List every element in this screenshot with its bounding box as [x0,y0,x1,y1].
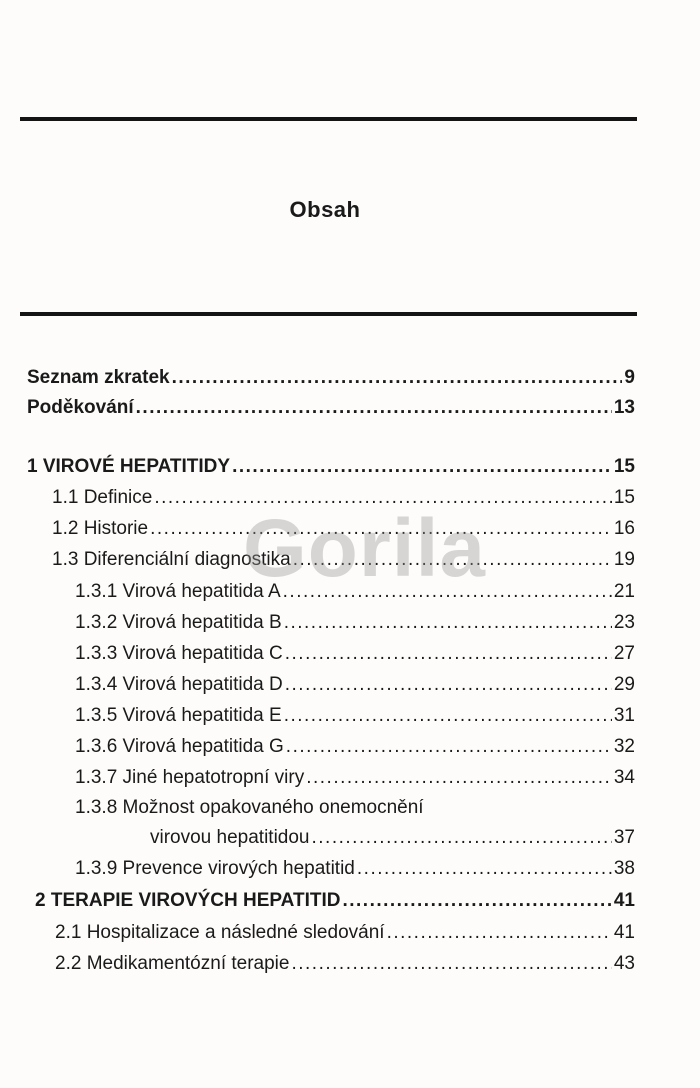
toc-page: 13 [613,397,635,418]
toc-page: 15 [613,487,635,508]
toc-page: 21 [613,581,635,602]
toc-label: 1.3.1 Virová hepatitida A [75,581,281,602]
toc-leader [172,366,623,390]
toc-page: 32 [613,736,635,757]
toc-entry-1-3-6 [75,735,635,759]
toc-entry-1-3-5 [75,704,635,728]
toc-label: 2.2 Medikamentózní terapie [55,953,290,974]
toc-entry-seznam-zkratek [27,366,635,390]
toc-entry-1-3-9 [75,857,635,881]
toc-entry-1-3-8-continuation [150,826,635,850]
toc-label: Seznam zkratek [27,367,170,388]
toc-leader [285,642,612,666]
toc-leader [306,766,612,790]
toc-label: 1.3.5 Virová hepatitida E [75,705,282,726]
toc-label: 1 VIROVÉ HEPATITIDY [27,456,231,477]
toc-entry-1-3-7 [75,766,635,790]
toc-leader [136,396,612,420]
toc-page: 34 [613,767,635,788]
toc-entry-1-3-4 [75,673,635,697]
toc-page: 15 [613,456,635,477]
toc-label: 1.1 Definice [52,487,153,508]
toc-label: 1.3.6 Virová hepatitida G [75,736,284,757]
toc-leader [312,826,612,850]
toc-entry-2-2 [55,952,635,976]
toc-label: 1.3.2 Virová hepatitida B [75,612,282,633]
toc-page: 31 [613,705,635,726]
toc-leader [286,735,612,759]
toc-page: 27 [613,643,635,664]
toc-label-continuation: virovou hepatitidou [150,827,310,848]
toc-leader [150,517,612,541]
toc-page: 29 [613,674,635,695]
toc-page: 9 [624,367,635,388]
toc-entry-1-3-8 [75,796,424,820]
toc-page: 41 [613,922,635,943]
toc-label: 1.3.3 Virová hepatitida C [75,643,283,664]
toc-entry-chapter-1 [27,455,635,479]
toc-label: 2.1 Hospitalizace a následné sledování [55,922,385,943]
toc-page: 19 [613,549,635,570]
toc-page: 16 [613,518,635,539]
toc-entry-1-3-1 [75,580,635,604]
toc-leader [232,455,612,479]
toc-page: 23 [613,612,635,633]
toc-page: 38 [613,858,635,879]
toc-entry-1-3 [52,548,635,572]
toc-leader [291,952,611,976]
toc-label: Poděkování [27,397,134,418]
watermark-logo: Gorila [243,503,486,594]
toc-leader [285,673,612,697]
toc-entry-chapter-2 [35,889,635,913]
toc-label: 1.3 Diferenciální diagnostika [52,549,291,570]
toc-label: 2 TERAPIE VIROVÝCH HEPATITID [35,890,341,911]
top-rule [20,117,637,121]
toc-label: 1.3.9 Prevence virových hepatitid [75,858,355,879]
toc-leader [283,580,612,604]
page-title: Obsah [289,197,361,222]
toc-leader [293,548,612,572]
toc-entry-1-2 [52,517,635,541]
toc-entry-2-1 [55,921,635,945]
toc-entry-1-3-3 [75,642,635,666]
toc-leader [342,889,611,913]
toc-entry-podekovani [27,396,635,420]
toc-leader [357,857,612,881]
toc-leader [387,921,612,945]
toc-label: 1.3.7 Jiné hepatotropní viry [75,767,305,788]
toc-page: 41 [613,890,635,911]
toc-entry-1-3-2 [75,611,635,635]
toc-label: 1.3.8 Možnost opakovaného onemocnění [75,797,424,818]
toc-page: 37 [613,827,635,848]
toc-page: 43 [613,953,635,974]
toc-leader [154,486,612,510]
toc-entry-1-1 [52,486,635,510]
toc-leader [284,611,612,635]
toc-label: 1.2 Historie [52,518,149,539]
toc-leader [284,704,612,728]
bottom-rule [20,312,637,316]
toc-label: 1.3.4 Virová hepatitida D [75,674,283,695]
